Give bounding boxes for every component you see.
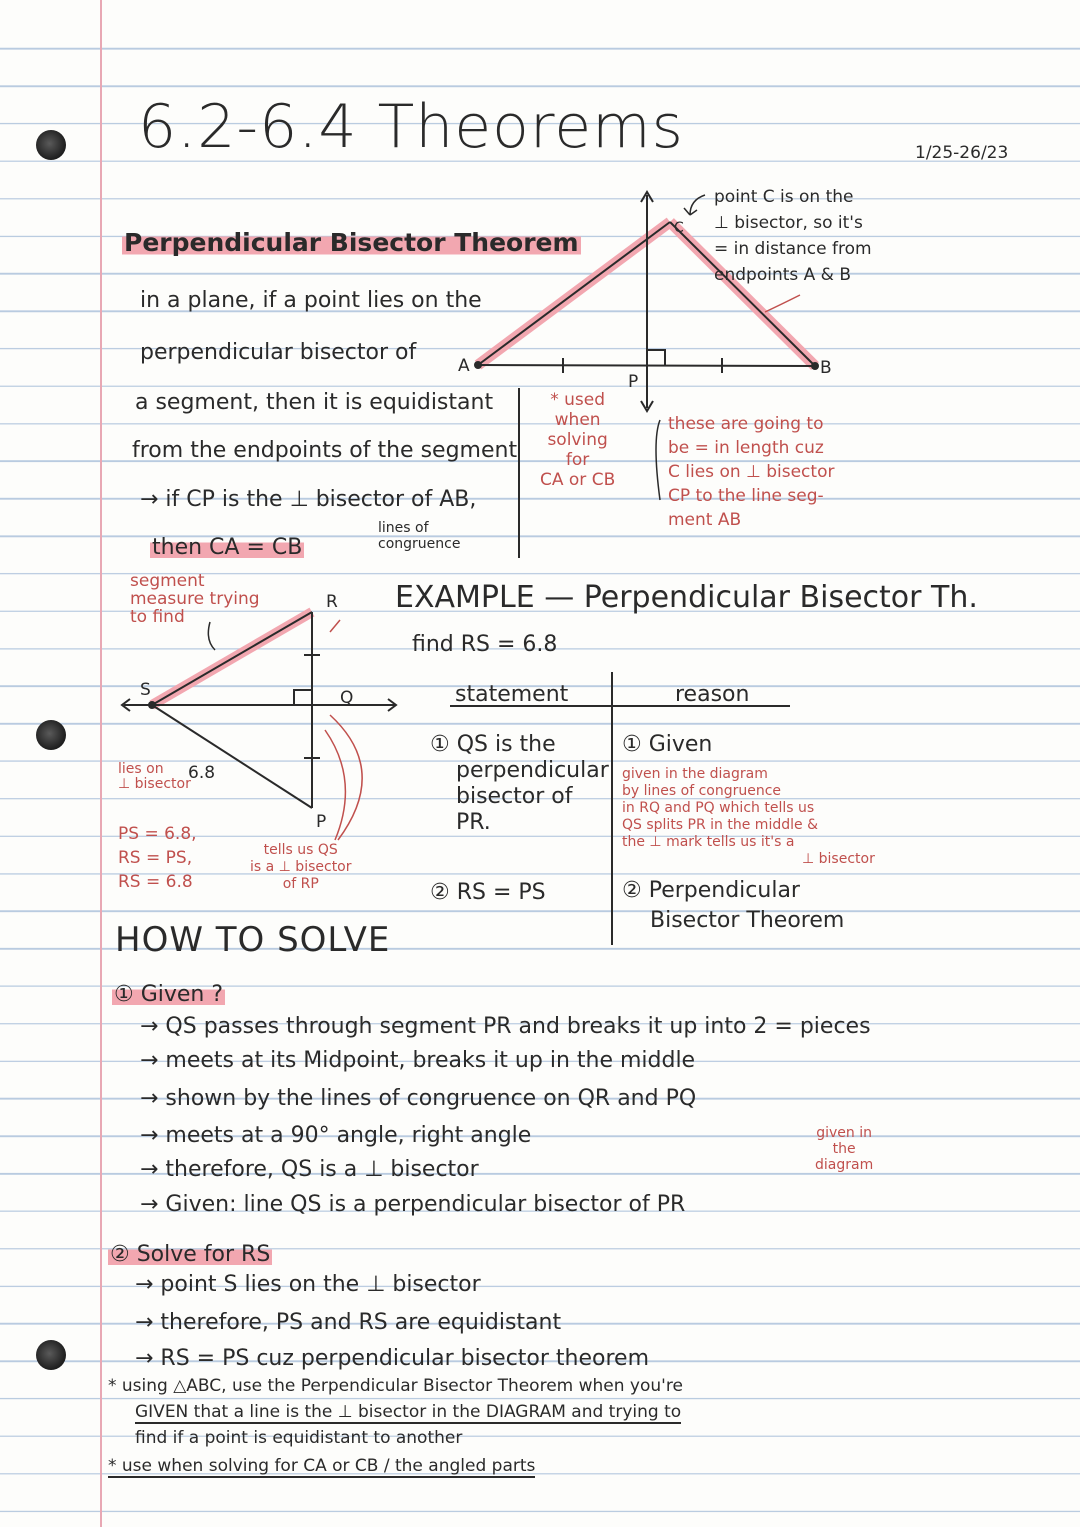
point-s: [148, 701, 156, 709]
given-line-5: → therefore, QS is a ⊥ bisector: [140, 1157, 479, 1182]
tells-note-1: tells us QS: [263, 842, 338, 858]
note-pink-4: CP to the line seg-: [668, 486, 824, 506]
statement-1-line-1: ① QS is the: [430, 732, 556, 757]
given-side-note-3: diagram: [815, 1157, 874, 1173]
measure-label: 6.8: [188, 763, 216, 783]
given-line-1: → QS passes through segment PR and breaks it up into 2 = pieces: [140, 1014, 871, 1039]
note-c-2: ⊥ bisector, so it's: [714, 213, 863, 233]
footnote-4: * use when solving for CA or CB / the angled parts: [108, 1456, 536, 1476]
theorem-line-6: then CA = CB: [152, 535, 303, 560]
statement-1-line-2: perpendicular: [456, 758, 609, 783]
note-c-3: = in distance from: [714, 239, 872, 259]
reason-2-line-2: Bisector Theorem: [650, 908, 845, 933]
given-side-note-1: given in: [816, 1125, 872, 1141]
solve-line-1: → point S lies on the ⊥ bisector: [135, 1272, 481, 1297]
label-p: P: [628, 372, 639, 392]
used-note-4: for: [565, 450, 590, 470]
note-pink-2: be = in length cuz: [668, 438, 824, 458]
how-to-solve-heading: HOW TO SOLVE: [115, 920, 391, 960]
used-note-5: CA or CB: [540, 470, 616, 490]
reason-1-note-3: in RQ and PQ which tells us: [622, 800, 815, 816]
note-pink-5: ment AB: [668, 510, 742, 530]
given-line-6: → Given: line QS is a perpendicular bisector of PR: [140, 1192, 686, 1217]
tells-note-2: is a ⊥ bisector: [250, 859, 352, 875]
theorem-line-5: → if CP is the ⊥ bisector of AB,: [140, 487, 477, 512]
tells-arrow: [325, 730, 345, 840]
theorem-line-4: from the endpoints of the segment: [132, 438, 518, 463]
lines-note-2: congruence: [378, 536, 461, 552]
lies-note-2: ⊥ bisector: [118, 776, 191, 792]
reason-1-note-2: by lines of congruence: [622, 783, 782, 799]
solve-line-3: → RS = PS cuz perpendicular bisector theorem: [135, 1346, 650, 1371]
tells-arrow: [330, 715, 362, 840]
reason-1-note-1: given in the diagram: [622, 766, 768, 782]
given-line-4: → meets at a 90° angle, right angle: [140, 1123, 532, 1148]
reason-1-note-5: the ⊥ mark tells us it's a: [622, 834, 795, 850]
label-s: S: [140, 680, 151, 700]
theorem-heading: Perpendicular Bisector Theorem: [124, 228, 579, 257]
segment-note-2: measure trying: [130, 589, 260, 609]
step-1: PS = 6.8,: [118, 824, 197, 844]
footnote-2: GIVEN that a line is the ⊥ bisector in the DIAGRAM and trying to: [135, 1402, 682, 1422]
solve-line-2: → therefore, PS and RS are equidistant: [135, 1310, 562, 1335]
footnote-1: * using △ABC, use the Perpendicular Bisector Theorem when you're: [108, 1376, 683, 1396]
reason-2-line-1: ② Perpendicular: [622, 878, 800, 903]
date: 1/25-26/23: [915, 143, 1009, 163]
statement-2: ② RS = PS: [430, 880, 546, 905]
note-c-1: point C is on the: [714, 187, 854, 207]
example-find: find RS = 6.8: [412, 632, 558, 657]
label-a: A: [458, 356, 470, 376]
theorem-line-1: in a plane, if a point lies on the: [140, 288, 482, 313]
footnote-3: find if a point is equidistant to another: [135, 1428, 463, 1448]
note-c-4: endpoints A & B: [714, 265, 851, 285]
segment-note-3: to find: [130, 607, 185, 627]
right-angle-mark: [294, 690, 312, 705]
used-note-3: solving: [547, 430, 608, 450]
step-3: RS = 6.8: [118, 872, 193, 892]
label-r: R: [326, 592, 338, 612]
reason-1-note-4: QS splits PR in the middle &: [622, 817, 818, 833]
theorem-line-3: a segment, then it is equidistant: [135, 390, 494, 415]
label-p2: P: [316, 812, 327, 832]
given-side-note-2: the: [832, 1141, 856, 1157]
statement-1-line-3: bisector of: [456, 784, 573, 809]
statement-header: statement: [455, 682, 569, 707]
note-pink-3: C lies on ⊥ bisector: [668, 462, 835, 482]
used-note-1: * used: [550, 390, 606, 410]
note-pink-1: these are going to: [668, 414, 824, 434]
used-note-2: when: [554, 410, 601, 430]
given-line-2: → meets at its Midpoint, breaks it up in the middle: [140, 1048, 696, 1073]
example-heading: EXAMPLE — Perpendicular Bisector Th.: [395, 580, 978, 615]
given-line-3: → shown by the lines of congruence on QR and PQ: [140, 1086, 697, 1111]
segment-note-1: segment: [130, 571, 205, 591]
reason-1: ① Given: [622, 732, 713, 757]
given-heading: ① Given ?: [114, 982, 224, 1007]
page-title: 6.2-6.4 Theorems: [138, 92, 684, 162]
reason-header: reason: [675, 682, 750, 707]
label-c: C: [674, 220, 684, 236]
segment-rs: [152, 612, 312, 705]
lies-note-1: lies on: [118, 761, 164, 777]
segment-note-arrow: [208, 622, 215, 650]
label-b: B: [820, 358, 832, 378]
statement-1-line-4: PR.: [456, 810, 491, 835]
solve-heading: ② Solve for RS: [110, 1242, 271, 1267]
label-q: Q: [340, 688, 354, 708]
reason-1-note-6: ⊥ bisector: [802, 851, 875, 867]
theorem-line-2: perpendicular bisector of: [140, 340, 417, 365]
r-arrow: [330, 620, 340, 632]
step-2: RS = PS,: [118, 848, 193, 868]
lines-note-1: lines of: [378, 520, 429, 536]
segment-ps: [152, 705, 312, 808]
tells-note-3: of RP: [282, 876, 319, 892]
